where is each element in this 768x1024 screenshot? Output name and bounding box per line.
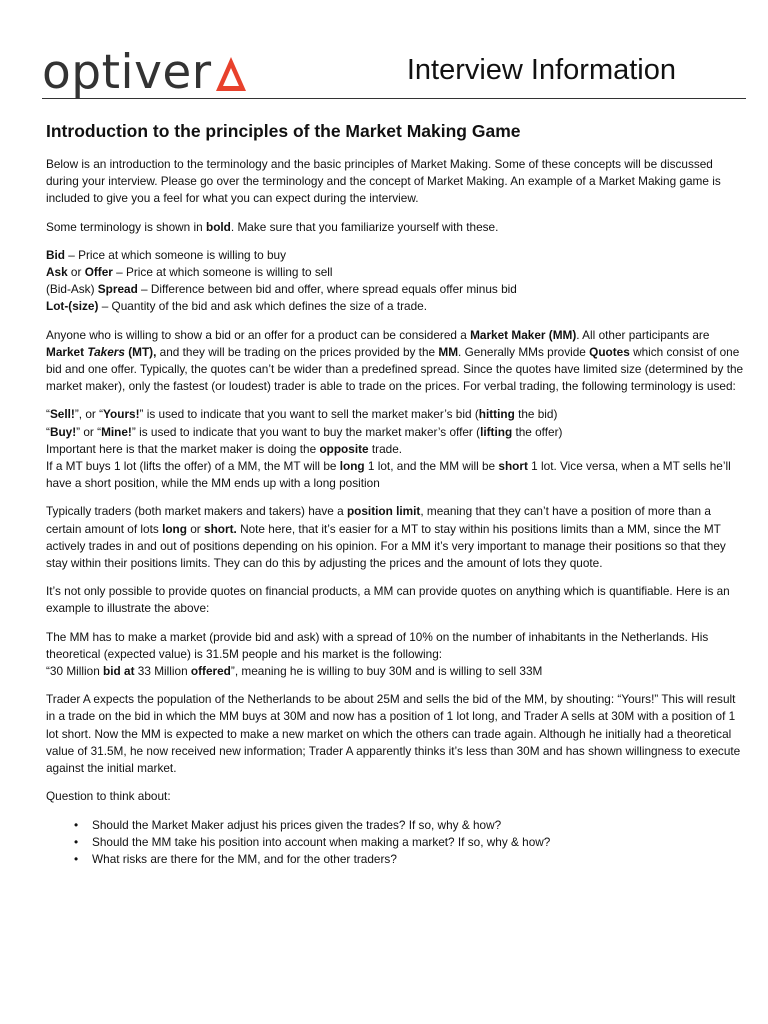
example-quote-line: “30 Million bid at 33 Million offered”, meaning he is willing to buy 30M and is willing to sell 33M	[46, 664, 543, 679]
logo-wordmark: optiver	[42, 45, 212, 100]
term-ask: Ask or Offer – Price at which someone is willing to sell	[46, 265, 333, 280]
position-limit-paragraph: Typically traders (both market makers and takers) have a position limit, meaning that they can’t have a position of more than a certain amount of lots long or short. Note here, that it’s easier for a MT to stay within his positions limits than a MM, since the MT actively trades in and out of positions depending on his opinion. For a MM it’s very important to manage their positions so that they stay within their positions limits. They can do this by adjusting the prices and the amount of lots they quote.	[46, 504, 726, 571]
term-lot: Lot-(size) – Quantity of the bid and ask which defines the size of a trade.	[46, 299, 427, 314]
term-bid: Bid – Price at which someone is willing to buy	[46, 247, 286, 262]
verbal-sell-line: “Sell!”, or “Yours!” is used to indicate that you want to sell the market maker’s bid (hitting the bid)	[46, 407, 558, 422]
verbal-buy-line: “Buy!” or “Mine!” is used to indicate that you want to buy the market maker’s offer (lifting the offer)	[46, 424, 563, 439]
trader-a-paragraph: Trader A expects the population of the Netherlands to be about 25M and sells the bid of the MM, by shouting: “Yours!” This will result in a trade on the bid in which the MM buys at 30M and now has a position of 1 lot long, and Trader A sells at 30M with a position of 1 lot short. Now the MM is expected to make a new market on which the others can trade again. Although he initially had a theoretical value of 31.5M, he now received new information; Trader A apparently thinks it’s less than 30M and has shown willingness to execute against the initial market.	[46, 692, 741, 776]
term-spread: (Bid-Ask) Spread – Difference between bid and offer, where spread equals offer minus bid	[46, 282, 517, 297]
terms-list	[46, 247, 746, 316]
questions-title: Question to think about:	[46, 789, 171, 804]
triangle-logo-icon	[214, 55, 248, 93]
page-header	[42, 34, 746, 99]
opposite-trade-line: Important here is that the market maker is doing the opposite trade.	[46, 441, 403, 456]
quantifiable-paragraph: It’s not only possible to provide quotes on financial products, a MM can provide quotes on anything which is quantifiable. Here is an example to illustrate the above:	[46, 584, 730, 616]
example-line: The MM has to make a market (provide bid and ask) with a spread of 10% on the number of inhabitants in the Netherlands. His theoretical (expected value) is 31.5M people and his market is the following:	[46, 629, 709, 661]
example-block	[46, 629, 746, 681]
long-short-line: If a MT buys 1 lot (lifts the offer) of a MM, the MT will be long 1 lot, and the MM will be short 1 lot. Vice versa, when a MT sells he’ll have a short position, while the MM ends up with a long position	[46, 459, 731, 491]
verbal-terminology	[46, 406, 746, 492]
optiver-logo	[42, 45, 248, 100]
intro-paragraph: Below is an introduction to the terminology and the basic principles of Market Making. Some of these concepts will be discussed during your interview. Please go over the terminology and the concept of Market Making. An example of a Market Making game is included to give you a feel for what you can expect during the interview.	[46, 157, 721, 206]
header-title: Interview Information	[406, 54, 676, 86]
list-item: • Should the MM take his position into account when making a market? If so, why & how?	[74, 834, 746, 851]
page-title: Introduction to the principles of the Market Making Game	[46, 121, 521, 141]
terminology-note: Some terminology is shown in bold. Make sure that you familiarize yourself with these.	[46, 219, 499, 234]
list-item: • Should the Market Maker adjust his prices given the trades? If so, why & how?	[74, 817, 746, 834]
list-item: • What risks are there for the MM, and for the other traders?	[74, 851, 746, 868]
market-maker-paragraph: Anyone who is willing to show a bid or an offer for a product can be considered a Market Maker (MM). All other participants are Market Takers (MT), and they will be trading on the prices provided by the MM. Generally MMs provide Quotes which consist of one bid and one offer. Typically, the quotes can’t be wider than a predefined spread. Since the quotes have limited size (determined by the market maker), only the fastest (or loudest) trader is able to trade on the prices. For verbal trading, the following terminology is used:	[46, 327, 744, 394]
document-body	[46, 120, 746, 868]
questions-list	[46, 817, 746, 869]
